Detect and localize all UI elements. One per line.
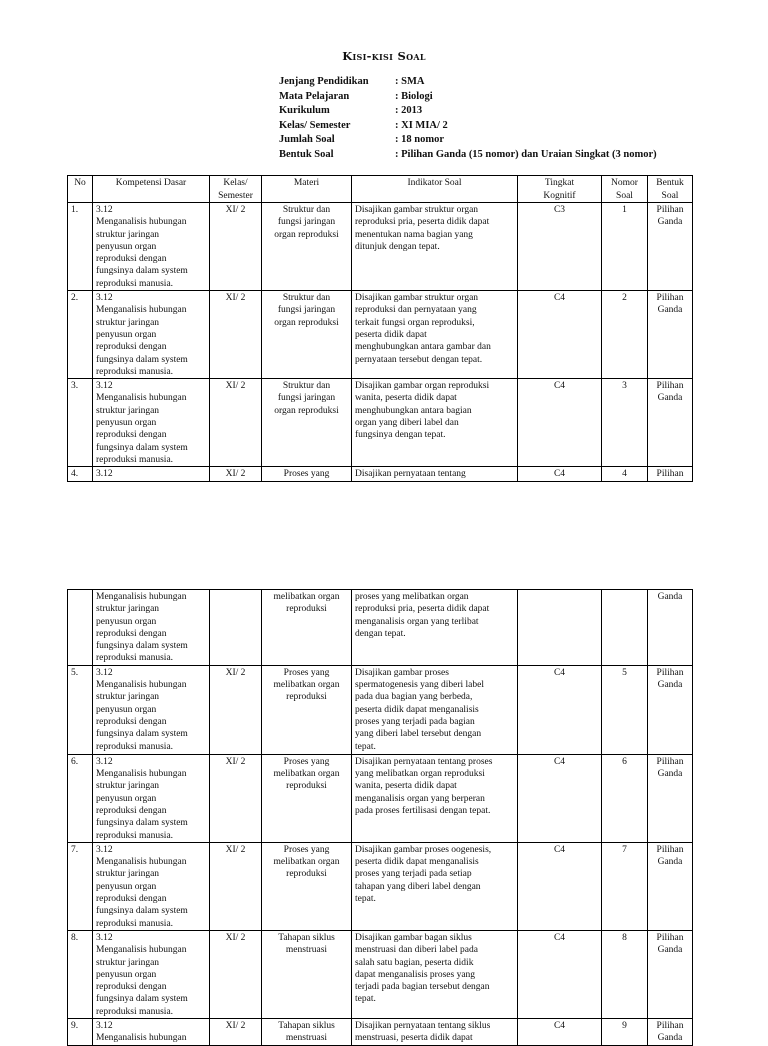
cell-no: 5.: [68, 665, 93, 754]
cell-kompetensi-dasar: 3.12 Menganalisis hubungan struktur jaringan penyusun organ reproduksi dengan fungsinya dalam system reproduksi manusia.: [93, 665, 210, 754]
cell-bentuk-soal: Pilihan Ganda: [648, 665, 693, 754]
cell-tingkat-kognitif: C4: [518, 379, 602, 467]
info-label: Kelas/ Semester: [279, 119, 351, 131]
cell-no: 9.: [68, 1019, 93, 1046]
info-value: : XI MIA/ 2: [395, 119, 448, 131]
header-indikator-soal: Indikator Soal: [352, 176, 518, 203]
table-row: [68, 930, 693, 1018]
cell-no: 6.: [68, 754, 93, 842]
cell-bentuk-soal: Pilihan Ganda: [648, 842, 693, 930]
cell-nomor-soal: 4: [602, 467, 648, 481]
cell-kompetensi-dasar: 3.12 Menganalisis hubungan: [93, 1019, 210, 1046]
header-bentuk-soal: Bentuk Soal: [648, 176, 693, 203]
cell-bentuk-soal: Pilihan Ganda: [648, 930, 693, 1018]
header-nomor-soal: Nomor Soal: [602, 176, 648, 203]
info-value: : 18 nomor: [395, 134, 444, 145]
table-row: [68, 467, 693, 481]
table-row: [68, 1019, 693, 1046]
info-row: [279, 119, 657, 134]
header-kompetensi-dasar: Kompetensi Dasar: [93, 176, 210, 203]
kisi-kisi-table-page-2: [67, 589, 693, 1046]
cell-nomor-soal: 6: [602, 754, 648, 842]
table-row: [68, 379, 693, 467]
cell-no: 7.: [68, 842, 93, 930]
cell-materi: Struktur dan fungsi jaringan organ reproduksi: [262, 203, 352, 291]
cell-materi: Tahapan siklus menstruasi: [262, 930, 352, 1018]
cell-kelas-semester: XI/ 2: [210, 379, 262, 467]
header-kelas-semester: Kelas/ Semester: [210, 176, 262, 203]
kisi-kisi-table-page-1: [67, 175, 693, 482]
cell-no: 3.: [68, 379, 93, 467]
info-value: : 2013: [395, 105, 423, 116]
cell-no: [68, 590, 93, 666]
table-header-row: [68, 176, 693, 203]
cell-bentuk-soal: Pilihan Ganda: [648, 1019, 693, 1046]
cell-materi: Tahapan siklus menstruasi: [262, 1019, 352, 1046]
cell-bentuk-soal: Pilihan Ganda: [648, 379, 693, 467]
cell-kompetensi-dasar: 3.12 Menganalisis hubungan struktur jaringan penyusun organ reproduksi dengan fungsinya dalam system reproduksi manusia.: [93, 203, 210, 291]
cell-kelas-semester: [210, 590, 262, 666]
cell-indikator-soal: Disajikan pernyataan tentang: [352, 467, 518, 481]
cell-nomor-soal: 8: [602, 930, 648, 1018]
cell-kelas-semester: XI/ 2: [210, 930, 262, 1018]
info-row: [279, 148, 657, 163]
cell-nomor-soal: 9: [602, 1019, 648, 1046]
cell-materi: Proses yang melibatkan organ reproduksi: [262, 842, 352, 930]
document-info: [279, 75, 657, 162]
cell-indikator-soal: Disajikan gambar proses oogenesis, peserta didik dapat menganalisis proses yang terjadi pada setiap tahapan yang diberi label dengan tepat.: [352, 842, 518, 930]
table-row: [68, 842, 693, 930]
cell-no: 8.: [68, 930, 93, 1018]
table-row: [68, 754, 693, 842]
cell-kompetensi-dasar: 3.12 Menganalisis hubungan struktur jaringan penyusun organ reproduksi dengan fungsinya dalam system reproduksi manusia.: [93, 291, 210, 379]
cell-tingkat-kognitif: C4: [518, 1019, 602, 1046]
info-label: Bentuk Soal: [279, 148, 334, 160]
cell-kelas-semester: XI/ 2: [210, 665, 262, 754]
cell-kelas-semester: XI/ 2: [210, 291, 262, 379]
table-row: [68, 665, 693, 754]
cell-kompetensi-dasar: 3.12 Menganalisis hubungan struktur jaringan penyusun organ reproduksi dengan fungsinya dalam system reproduksi manusia.: [93, 754, 210, 842]
cell-kompetensi-dasar: 3.12 Menganalisis hubungan struktur jaringan penyusun organ reproduksi dengan fungsinya dalam system reproduksi manusia.: [93, 930, 210, 1018]
cell-nomor-soal: 3: [602, 379, 648, 467]
cell-nomor-soal: 1: [602, 203, 648, 291]
cell-kelas-semester: XI/ 2: [210, 467, 262, 481]
info-row: [279, 104, 657, 119]
info-value: : SMA: [395, 76, 425, 87]
table-row: [68, 203, 693, 291]
table-row: [68, 590, 693, 666]
cell-bentuk-soal: Ganda: [648, 590, 693, 666]
cell-nomor-soal: 7: [602, 842, 648, 930]
cell-kompetensi-dasar: Menganalisis hubungan struktur jaringan penyusun organ reproduksi dengan fungsinya dalam system reproduksi manusia.: [93, 590, 210, 666]
cell-indikator-soal: Disajikan gambar struktur organ reproduksi pria, peserta didik dapat menentukan nama bagian yang ditunjuk dengan tepat.: [352, 203, 518, 291]
cell-nomor-soal: [602, 590, 648, 666]
cell-materi: Proses yang melibatkan organ reproduksi: [262, 754, 352, 842]
cell-bentuk-soal: Pilihan Ganda: [648, 754, 693, 842]
cell-indikator-soal: Disajikan gambar organ reproduksi wanita, peserta didik dapat menghubungkan antara bagian organ yang diberi label dan fungsinya dengan tepat.: [352, 379, 518, 467]
header-no: No: [68, 176, 93, 203]
cell-no: 1.: [68, 203, 93, 291]
cell-indikator-soal: proses yang melibatkan organ reproduksi pria, peserta didik dapat menganalisis organ yang terlibat dengan tepat.: [352, 590, 518, 666]
header-materi: Materi: [262, 176, 352, 203]
cell-no: 4.: [68, 467, 93, 481]
cell-tingkat-kognitif: C4: [518, 842, 602, 930]
cell-tingkat-kognitif: C4: [518, 665, 602, 754]
info-label: Mata Pelajaran: [279, 90, 350, 102]
cell-materi: Proses yang: [262, 467, 352, 481]
cell-indikator-soal: Disajikan pernyataan tentang proses yang melibatkan organ reproduksi wanita, peserta didik dapat menganalisis organ yang berperan pada proses fertilisasi dengan tepat.: [352, 754, 518, 842]
cell-tingkat-kognitif: C3: [518, 203, 602, 291]
cell-indikator-soal: Disajikan gambar proses spermatogenesis yang diberi label pada dua bagian yang berbeda, peserta didik dapat menganalisis proses yang terjadi pada bagian yang diberi label tersebut dengan tepat.: [352, 665, 518, 754]
cell-bentuk-soal: Pilihan Ganda: [648, 291, 693, 379]
cell-nomor-soal: 5: [602, 665, 648, 754]
cell-tingkat-kognitif: C4: [518, 754, 602, 842]
cell-tingkat-kognitif: C4: [518, 291, 602, 379]
cell-kelas-semester: XI/ 2: [210, 842, 262, 930]
cell-tingkat-kognitif: C4: [518, 467, 602, 481]
info-value: : Pilihan Ganda (15 nomor) dan Uraian Singkat (3 nomor): [395, 148, 657, 160]
cell-bentuk-soal: Pilihan: [648, 467, 693, 481]
cell-materi: melibatkan organ reproduksi: [262, 590, 352, 666]
document-title: Kisi-kisi Soal: [342, 49, 426, 63]
cell-kompetensi-dasar: 3.12: [93, 467, 210, 481]
info-value: : Biologi: [395, 90, 433, 102]
info-label: Jumlah Soal: [279, 134, 335, 145]
cell-kompetensi-dasar: 3.12 Menganalisis hubungan struktur jaringan penyusun organ reproduksi dengan fungsinya dalam system reproduksi manusia.: [93, 842, 210, 930]
cell-tingkat-kognitif: [518, 590, 602, 666]
cell-tingkat-kognitif: C4: [518, 930, 602, 1018]
cell-nomor-soal: 2: [602, 291, 648, 379]
info-row: [279, 75, 657, 90]
cell-kelas-semester: XI/ 2: [210, 1019, 262, 1046]
cell-indikator-soal: Disajikan pernyataan tentang siklus menstruasi, peserta didik dapat: [352, 1019, 518, 1046]
cell-indikator-soal: Disajikan gambar bagan siklus menstruasi dan diberi label pada salah satu bagian, peserta didik dapat menganalisis proses yang terjadi pada bagian tersebut dengan tepat.: [352, 930, 518, 1018]
info-label: Kurikulum: [279, 105, 330, 116]
table-row: [68, 291, 693, 379]
cell-materi: Proses yang melibatkan organ reproduksi: [262, 665, 352, 754]
info-label: Jenjang Pendidikan: [279, 76, 369, 87]
info-row: [279, 133, 657, 148]
cell-kelas-semester: XI/ 2: [210, 203, 262, 291]
cell-bentuk-soal: Pilihan Ganda: [648, 203, 693, 291]
info-row: [279, 90, 657, 105]
cell-kelas-semester: XI/ 2: [210, 754, 262, 842]
cell-no: 2.: [68, 291, 93, 379]
cell-materi: Struktur dan fungsi jaringan organ reproduksi: [262, 379, 352, 467]
cell-kompetensi-dasar: 3.12 Menganalisis hubungan struktur jaringan penyusun organ reproduksi dengan fungsinya dalam system reproduksi manusia.: [93, 379, 210, 467]
cell-indikator-soal: Disajikan gambar struktur organ reproduksi dan pernyataan yang terkait fungsi organ reproduksi, peserta didik dapat menghubungkan antara gambar dan pernyataan tersebut dengan tepat.: [352, 291, 518, 379]
header-tingkat-kognitif: Tingkat Kognitif: [518, 176, 602, 203]
cell-materi: Struktur dan fungsi jaringan organ reproduksi: [262, 291, 352, 379]
